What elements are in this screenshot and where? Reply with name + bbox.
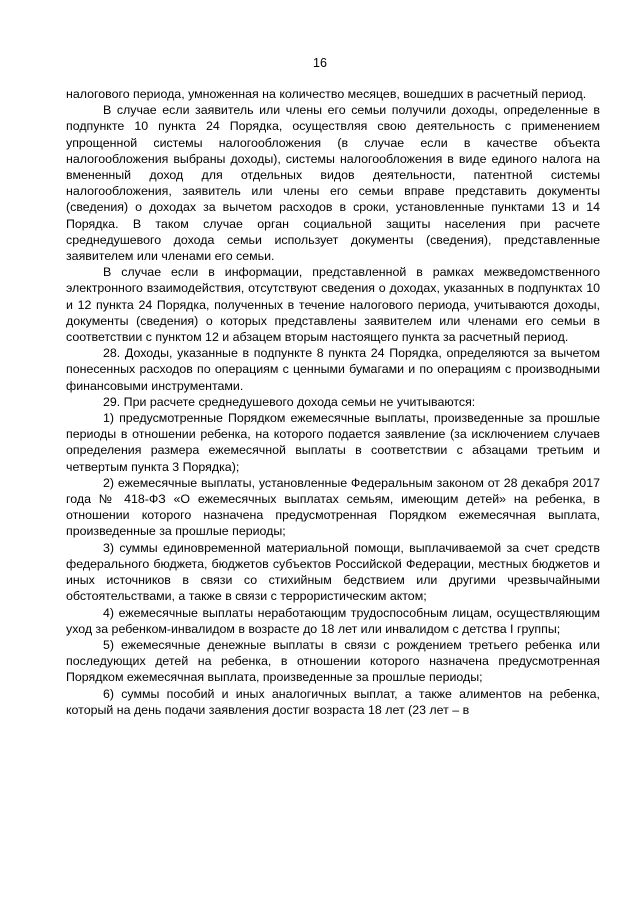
paragraph-missing-interagency-data: В случае если в информации, представленной в рамках межведомственного электронного взаимодействия, отсутствуют сведения о доходах, указанных в подпунктах 10 и 12 пункта 24 Порядка, полученных в течение налогового периода, учитываются доходы, документы (сведения) о которых представлены заявителем или членами его семьи в соответствии с пунктом 12 и абзацем вторым настоящего пункта за расчетный период. <box>66 265 600 345</box>
list-item-29-4: 4) ежемесячные выплаты неработающим трудоспособным лицам, осуществляющим уход за ребенком-инвалидом в возрасте до 18 лет или инвалидом с детства I группы; <box>66 605 600 636</box>
paragraph-simplified-tax-income: В случае если заявитель или члены его семьи получили доходы, определенные в подпункте 10 пункта 24 Порядка, осуществляя свою деятельность с применением упрощенной системы налогообложения (в случае если в качестве объекта налогообложения выбраны доходы), системы налогообложения в виде единого налога на вмененный доход для отдельных видов деятельности, патентной системы налогообложения, заявитель или члены его семьи вправе представить документы (сведения) о доходах за вычетом расходов в сроки, установленные пунктами 13 и 14 Порядка. В таком случае орган социальной защиты населения при расчете среднедушевого дохода семьи использует документы (сведения), представленные заявителем или членами его семьи. <box>66 103 600 264</box>
list-item-29-5: 5) ежемесячные денежные выплаты в связи с рождением третьего ребенка или последующих детей на ребенка, в отношении которого назначена предусмотренная Порядком ежемесячная выплата, произведенные за прошлые периоды; <box>66 637 600 685</box>
page-number: 16 <box>313 56 327 70</box>
list-item-29-6: 6) суммы пособий и иных аналогичных выплат, а также алиментов на ребенка, который на день подачи заявления достиг возраста 18 лет (23 лет – в <box>66 686 600 717</box>
paragraph-item-29: 29. При расчете среднедушевого дохода семьи не учитываются: <box>103 394 476 409</box>
paragraph-continuation: налогового периода, умноженная на количество месяцев, вошедших в расчетный период. <box>66 87 587 101</box>
list-item-29-2: 2) ежемесячные выплаты, установленные Федеральным законом от 28 декабря 2017 года № 418-ФЗ «О ежемесячных выплатах семьям, имеющим детей» на ребенка, в отношении которого назначена предусмотренная Порядком ежемесячная выплата, произведенные за прошлые периоды; <box>66 475 600 539</box>
paragraph-item-28: 28. Доходы, указанные в подпункте 8 пункта 24 Порядка, определяются за вычетом понесенных расходов по операциям с ценными бумагами и по операциям с производными финансовыми инструментами. <box>66 346 600 393</box>
document-body <box>66 86 600 718</box>
list-item-29-3: 3) суммы единовременной материальной помощи, выплачиваемой за счет средств федерального бюджета, бюджетов субъектов Российской Федерации, местных бюджетов и иных источников в связи со стихийным бедствием или другими чрезвычайными обстоятельствами, а также в связи с террористическим актом; <box>66 540 600 604</box>
list-item-29-1: 1) предусмотренные Порядком ежемесячные выплаты, произведенные за прошлые периоды в отношении ребенка, на которого подается заявление (за исключением случаев определения размера ежемесячной выплаты в соответствии с абзацами третьим и четвертым пункта 3 Порядка); <box>66 411 600 474</box>
